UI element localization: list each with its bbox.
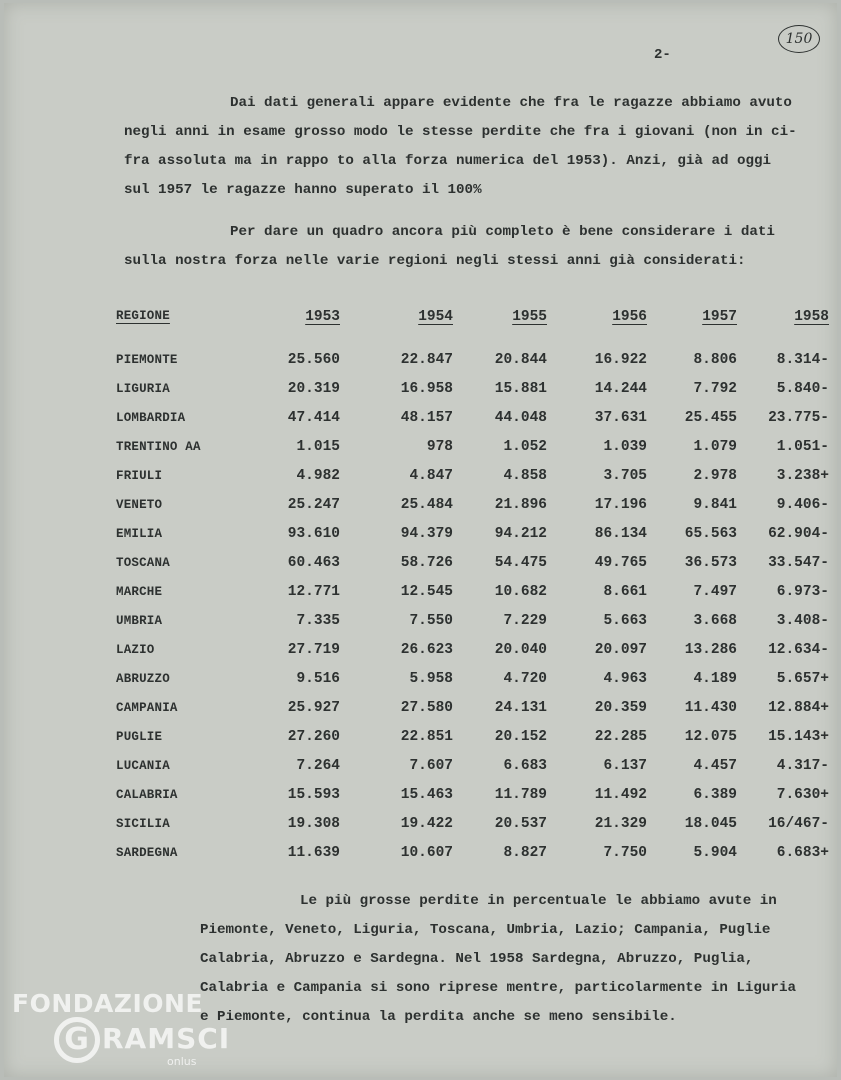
value-cell: 17.196 xyxy=(594,496,647,513)
table-row xyxy=(116,664,829,693)
value-cell: 44.048 xyxy=(494,409,547,426)
header-year: 1955 xyxy=(512,309,547,325)
value-cell: 8.661 xyxy=(603,583,647,600)
value-cell: 12.075 xyxy=(684,728,737,745)
value-cell: 7.264 xyxy=(296,757,340,774)
value-cell: 18.045 xyxy=(684,815,737,832)
value-cell: 9.406- xyxy=(776,496,829,513)
table-row xyxy=(116,432,829,461)
value-cell: 6.683+ xyxy=(776,844,829,861)
region-name-cell: LOMBARDIA xyxy=(116,410,186,425)
value-cell: 33.547- xyxy=(768,554,829,571)
value-cell: 25.560 xyxy=(287,351,340,368)
value-cell: 978 xyxy=(426,438,453,455)
value-cell: 19.422 xyxy=(400,815,453,832)
value-cell: 49.765 xyxy=(594,554,647,571)
header-year: 1953 xyxy=(305,309,340,325)
regions-table xyxy=(116,305,829,867)
value-cell: 20.040 xyxy=(494,641,547,658)
value-cell: 10.682 xyxy=(494,583,547,600)
value-cell: 20.152 xyxy=(494,728,547,745)
table-row xyxy=(116,490,829,519)
value-cell: 12.884+ xyxy=(768,699,829,716)
conclusion-line: Calabria e Campania si sono riprese mentre, particolarmente in Liguria xyxy=(200,980,796,996)
value-cell: 62.904- xyxy=(768,525,829,542)
value-cell: 4.720 xyxy=(503,670,547,687)
table-row xyxy=(116,722,829,751)
table-row xyxy=(116,519,829,548)
header-year: 1958 xyxy=(794,309,829,325)
document-page xyxy=(4,3,837,1077)
header-year: 1954 xyxy=(418,309,453,325)
value-cell: 24.131 xyxy=(494,699,547,716)
value-cell: 25.455 xyxy=(684,409,737,426)
value-cell: 6.683 xyxy=(503,757,547,774)
page-number: 2- xyxy=(654,47,671,63)
region-name-cell: UMBRIA xyxy=(116,613,163,628)
intro-line: fra assoluta ma in rappo to alla forza numerica del 1953). Anzi, già ad oggi xyxy=(124,153,772,169)
region-name-cell: LIGURIA xyxy=(116,381,170,396)
value-cell: 23.775- xyxy=(768,409,829,426)
value-cell: 7.229 xyxy=(503,612,547,629)
value-cell: 5.657+ xyxy=(776,670,829,687)
value-cell: 1.079 xyxy=(693,438,737,455)
value-cell: 8.314- xyxy=(776,351,829,368)
value-cell: 21.896 xyxy=(494,496,547,513)
region-name-cell: CALABRIA xyxy=(116,787,178,802)
value-cell: 13.286 xyxy=(684,641,737,658)
table-row xyxy=(116,635,829,664)
conclusion-line: Piemonte, Veneto, Liguria, Toscana, Umbria, Lazio; Campania, Puglie xyxy=(200,922,771,938)
region-name-cell: SICILIA xyxy=(116,816,170,831)
intro-line: Dai dati generali appare evidente che fra le ragazze abbiamo avuto xyxy=(230,95,792,111)
table-header-row xyxy=(116,305,829,345)
value-cell: 4.457 xyxy=(693,757,737,774)
value-cell: 12.771 xyxy=(287,583,340,600)
region-name-cell: ABRUZZO xyxy=(116,671,170,686)
region-name-cell: LAZIO xyxy=(116,642,155,657)
fondazione-gramsci-watermark xyxy=(12,989,231,1068)
value-cell: 11.492 xyxy=(594,786,647,803)
value-cell: 8.827 xyxy=(503,844,547,861)
value-cell: 27.719 xyxy=(287,641,340,658)
value-cell: 11.639 xyxy=(287,844,340,861)
table-row xyxy=(116,838,829,867)
value-cell: 7.607 xyxy=(409,757,453,774)
value-cell: 5.904 xyxy=(693,844,737,861)
region-name-cell: TOSCANA xyxy=(116,555,170,570)
value-cell: 26.623 xyxy=(400,641,453,658)
value-cell: 16/467- xyxy=(768,815,829,832)
value-cell: 47.414 xyxy=(287,409,340,426)
intro-line: sul 1957 le ragazze hanno superato il 100% xyxy=(124,182,482,198)
table-row xyxy=(116,751,829,780)
value-cell: 22.847 xyxy=(400,351,453,368)
table-row xyxy=(116,461,829,490)
value-cell: 16.958 xyxy=(400,380,453,397)
value-cell: 7.792 xyxy=(693,380,737,397)
value-cell: 1.039 xyxy=(603,438,647,455)
intro-line: negli anni in esame grosso modo le stesse perdite che fra i giovani (non in ci- xyxy=(124,124,797,140)
value-cell: 6.137 xyxy=(603,757,647,774)
value-cell: 65.563 xyxy=(684,525,737,542)
value-cell: 20.097 xyxy=(594,641,647,658)
value-cell: 27.260 xyxy=(287,728,340,745)
value-cell: 12.634- xyxy=(768,641,829,658)
value-cell: 1.051- xyxy=(776,438,829,455)
region-name-cell: EMILIA xyxy=(116,526,163,541)
conclusion-line: e Piemonte, continua la perdita anche se meno sensibile. xyxy=(200,1009,677,1025)
value-cell: 6.973- xyxy=(776,583,829,600)
table-row xyxy=(116,374,829,403)
value-cell: 58.726 xyxy=(400,554,453,571)
value-cell: 7.497 xyxy=(693,583,737,600)
table-row xyxy=(116,780,829,809)
watermark-line2 xyxy=(54,1017,230,1063)
watermark-line1: FONDAZIONE xyxy=(12,989,204,1018)
value-cell: 5.663 xyxy=(603,612,647,629)
header-year: 1956 xyxy=(612,309,647,325)
value-cell: 20.844 xyxy=(494,351,547,368)
value-cell: 22.851 xyxy=(400,728,453,745)
value-cell: 94.212 xyxy=(494,525,547,542)
value-cell: 1.015 xyxy=(296,438,340,455)
table-row xyxy=(116,577,829,606)
regions-intro-line: sulla nostra forza nelle varie regioni negli stessi anni già considerati: xyxy=(124,253,746,269)
table-row xyxy=(116,403,829,432)
table-body xyxy=(116,345,829,867)
value-cell: 12.545 xyxy=(400,583,453,600)
value-cell: 11.430 xyxy=(684,699,737,716)
table-row xyxy=(116,345,829,374)
value-cell: 94.379 xyxy=(400,525,453,542)
region-name-cell: LUCANIA xyxy=(116,758,170,773)
value-cell: 10.607 xyxy=(400,844,453,861)
value-cell: 25.927 xyxy=(287,699,340,716)
table-row xyxy=(116,548,829,577)
table-row xyxy=(116,606,829,635)
header-region: REGIONE xyxy=(116,309,170,323)
value-cell: 9.516 xyxy=(296,670,340,687)
value-cell: 8.806 xyxy=(693,351,737,368)
value-cell: 9.841 xyxy=(693,496,737,513)
value-cell: 86.134 xyxy=(594,525,647,542)
value-cell: 7.750 xyxy=(603,844,647,861)
watermark-g-logo: G xyxy=(54,1017,100,1063)
region-name-cell: PIEMONTE xyxy=(116,352,178,367)
value-cell: 7.335 xyxy=(296,612,340,629)
value-cell: 15.463 xyxy=(400,786,453,803)
value-cell: 21.329 xyxy=(594,815,647,832)
value-cell: 36.573 xyxy=(684,554,737,571)
region-name-cell: VENETO xyxy=(116,497,163,512)
value-cell: 15.881 xyxy=(494,380,547,397)
value-cell: 7.550 xyxy=(409,612,453,629)
value-cell: 3.705 xyxy=(603,467,647,484)
value-cell: 6.389 xyxy=(693,786,737,803)
region-name-cell: SARDEGNA xyxy=(116,845,178,860)
value-cell: 3.238+ xyxy=(776,467,829,484)
value-cell: 20.319 xyxy=(287,380,340,397)
value-cell: 15.143+ xyxy=(768,728,829,745)
conclusion-paragraph xyxy=(200,887,796,1032)
value-cell: 25.247 xyxy=(287,496,340,513)
region-name-cell: FRIULI xyxy=(116,468,163,483)
value-cell: 4.317- xyxy=(776,757,829,774)
value-cell: 22.285 xyxy=(594,728,647,745)
value-cell: 20.359 xyxy=(594,699,647,716)
value-cell: 54.475 xyxy=(494,554,547,571)
regions-intro-paragraph xyxy=(124,218,775,276)
value-cell: 48.157 xyxy=(400,409,453,426)
value-cell: 37.631 xyxy=(594,409,647,426)
value-cell: 2.978 xyxy=(693,467,737,484)
value-cell: 27.580 xyxy=(400,699,453,716)
value-cell: 25.484 xyxy=(400,496,453,513)
value-cell: 1.052 xyxy=(503,438,547,455)
value-cell: 15.593 xyxy=(287,786,340,803)
region-name-cell: TRENTINO AA xyxy=(116,439,201,454)
table-row xyxy=(116,809,829,838)
conclusion-line: Calabria, Abruzzo e Sardegna. Nel 1958 Sardegna, Abruzzo, Puglia, xyxy=(200,951,754,967)
region-name-cell: MARCHE xyxy=(116,584,163,599)
value-cell: 20.537 xyxy=(494,815,547,832)
value-cell: 60.463 xyxy=(287,554,340,571)
value-cell: 4.858 xyxy=(503,467,547,484)
watermark-rest: RAMSCI xyxy=(102,1022,231,1055)
table-row xyxy=(116,693,829,722)
value-cell: 5.958 xyxy=(409,670,453,687)
value-cell: 19.308 xyxy=(287,815,340,832)
value-cell: 4.982 xyxy=(296,467,340,484)
archive-stamp: 150 xyxy=(778,25,820,53)
intro-paragraph xyxy=(124,89,797,205)
value-cell: 7.630+ xyxy=(776,786,829,803)
value-cell: 16.922 xyxy=(594,351,647,368)
region-name-cell: CAMPANIA xyxy=(116,700,178,715)
value-cell: 3.668 xyxy=(693,612,737,629)
conclusion-line: Le più grosse perdite in percentuale le abbiamo avute in xyxy=(300,893,777,909)
value-cell: 14.244 xyxy=(594,380,647,397)
value-cell: 4.189 xyxy=(693,670,737,687)
value-cell: 11.789 xyxy=(494,786,547,803)
region-name-cell: PUGLIE xyxy=(116,729,163,744)
value-cell: 4.963 xyxy=(603,670,647,687)
watermark-onlus: onlus xyxy=(167,1055,197,1068)
value-cell: 93.610 xyxy=(287,525,340,542)
regions-intro-line: Per dare un quadro ancora più completo è bene considerare i dati xyxy=(230,224,775,240)
value-cell: 5.840- xyxy=(776,380,829,397)
value-cell: 3.408- xyxy=(776,612,829,629)
header-year: 1957 xyxy=(702,309,737,325)
value-cell: 4.847 xyxy=(409,467,453,484)
